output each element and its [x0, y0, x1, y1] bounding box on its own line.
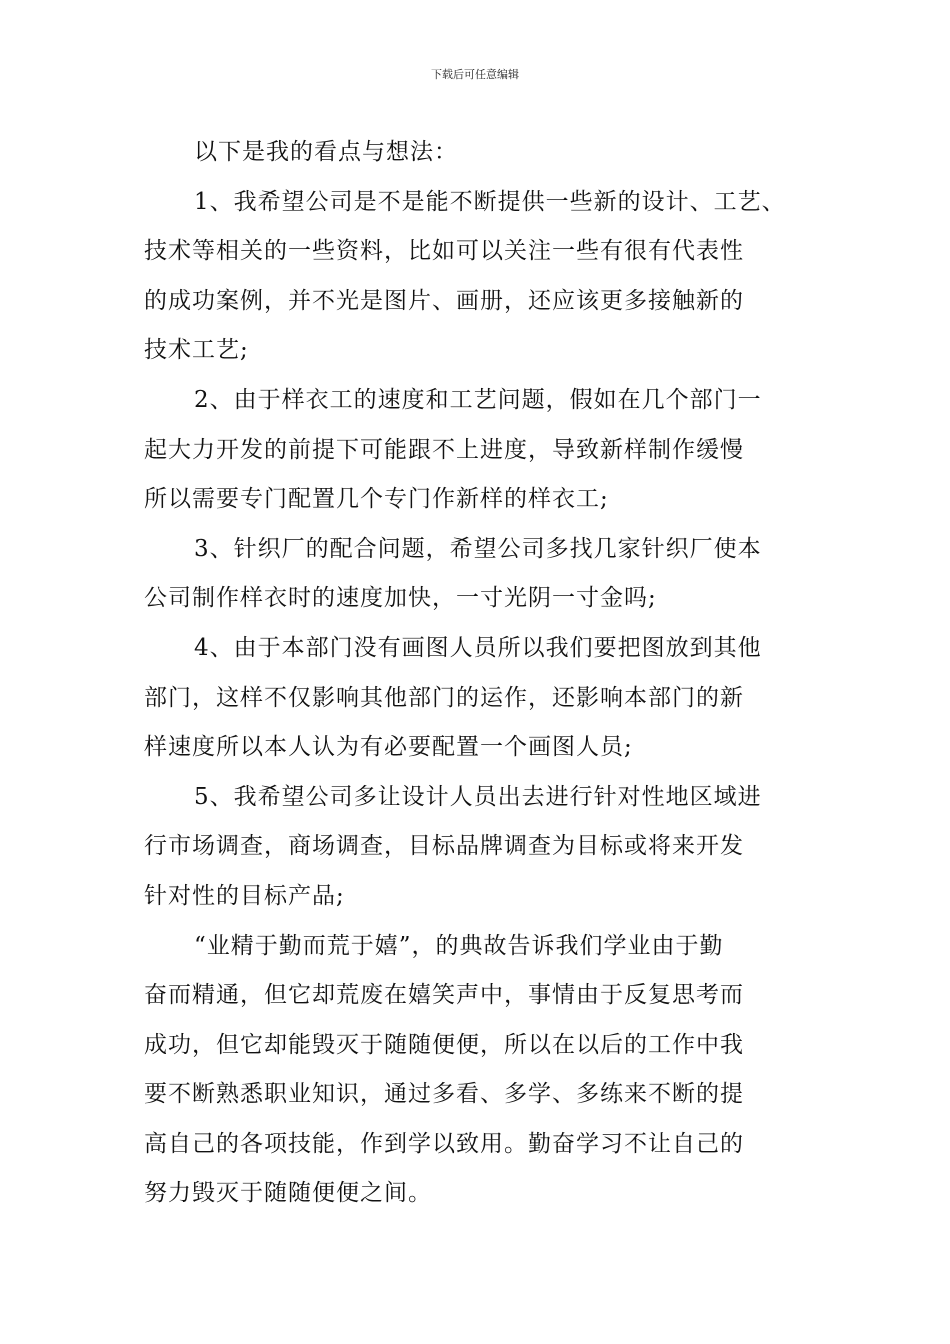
document-body	[144, 128, 814, 1219]
paragraph-6-line-3: 成功，但它却能毁灭于随随便便，所以在以后的工作中我	[144, 1031, 744, 1058]
paragraph-1-line-3: 的成功案例，并不光是图片、画册，还应该更多接触新的	[144, 287, 744, 314]
paragraph-2-line-3: 所以需要专门配置几个专门作新样的样衣工;	[144, 486, 609, 513]
paragraph-1-line-2: 技术等相关的一些资料，比如可以关注一些有很有代表性	[144, 238, 744, 265]
paragraph-2-line-1: 2、由于样衣工的速度和工艺问题，假如在几个部门一	[194, 386, 762, 413]
paragraph-6-line-1: “业精于勤而荒于嬉”，的典故告诉我们学业由于勤	[194, 932, 724, 959]
paragraph-6-line-6: 努力毁灭于随随便便之间。	[144, 1180, 432, 1207]
paragraph-6-line-4: 要不断熟悉职业知识，通过多看、多学、多练来不断的提	[144, 1081, 744, 1108]
paragraph-6-line-2: 奋而精通，但它却荒废在嬉笑声中，事情由于反复思考而	[144, 982, 744, 1009]
paragraph-1-line-4: 技术工艺;	[144, 337, 249, 364]
paragraph-1-line-1: 1、我希望公司是不是能不断提供一些新的设计、工艺、	[194, 188, 786, 215]
paragraph-4-line-3: 样速度所以本人认为有必要配置一个画图人员;	[144, 734, 633, 761]
paragraph-6-line-5: 高自己的各项技能，作到学以致用。勤奋学习不让自己的	[144, 1130, 744, 1157]
paragraph-5-line-1: 5、我希望公司多让设计人员出去进行针对性地区域进	[194, 783, 762, 810]
paragraph-4-line-1: 4、由于本部门没有画图人员所以我们要把图放到其他	[194, 634, 762, 661]
paragraph-5-line-3: 针对性的目标产品;	[144, 882, 345, 909]
paragraph-intro: 以下是我的看点与想法：	[194, 139, 458, 165]
paragraph-2-line-2: 起大力开发的前提下可能跟不上进度，导致新样制作缓慢	[144, 436, 744, 463]
paragraph-4-line-2: 部门，这样不仅影响其他部门的运作，还影响本部门的新	[144, 684, 744, 711]
paragraph-5-line-2: 行市场调查，商场调查，目标品牌调查为目标或将来开发	[144, 833, 744, 860]
paragraph-3-line-1: 3、针织厂的配合问题，希望公司多找几家针织厂使本	[194, 535, 762, 562]
page-header-note: 下载后可任意编辑	[431, 68, 519, 81]
paragraph-3-line-2: 公司制作样衣时的速度加快，一寸光阴一寸金吗;	[144, 585, 657, 612]
